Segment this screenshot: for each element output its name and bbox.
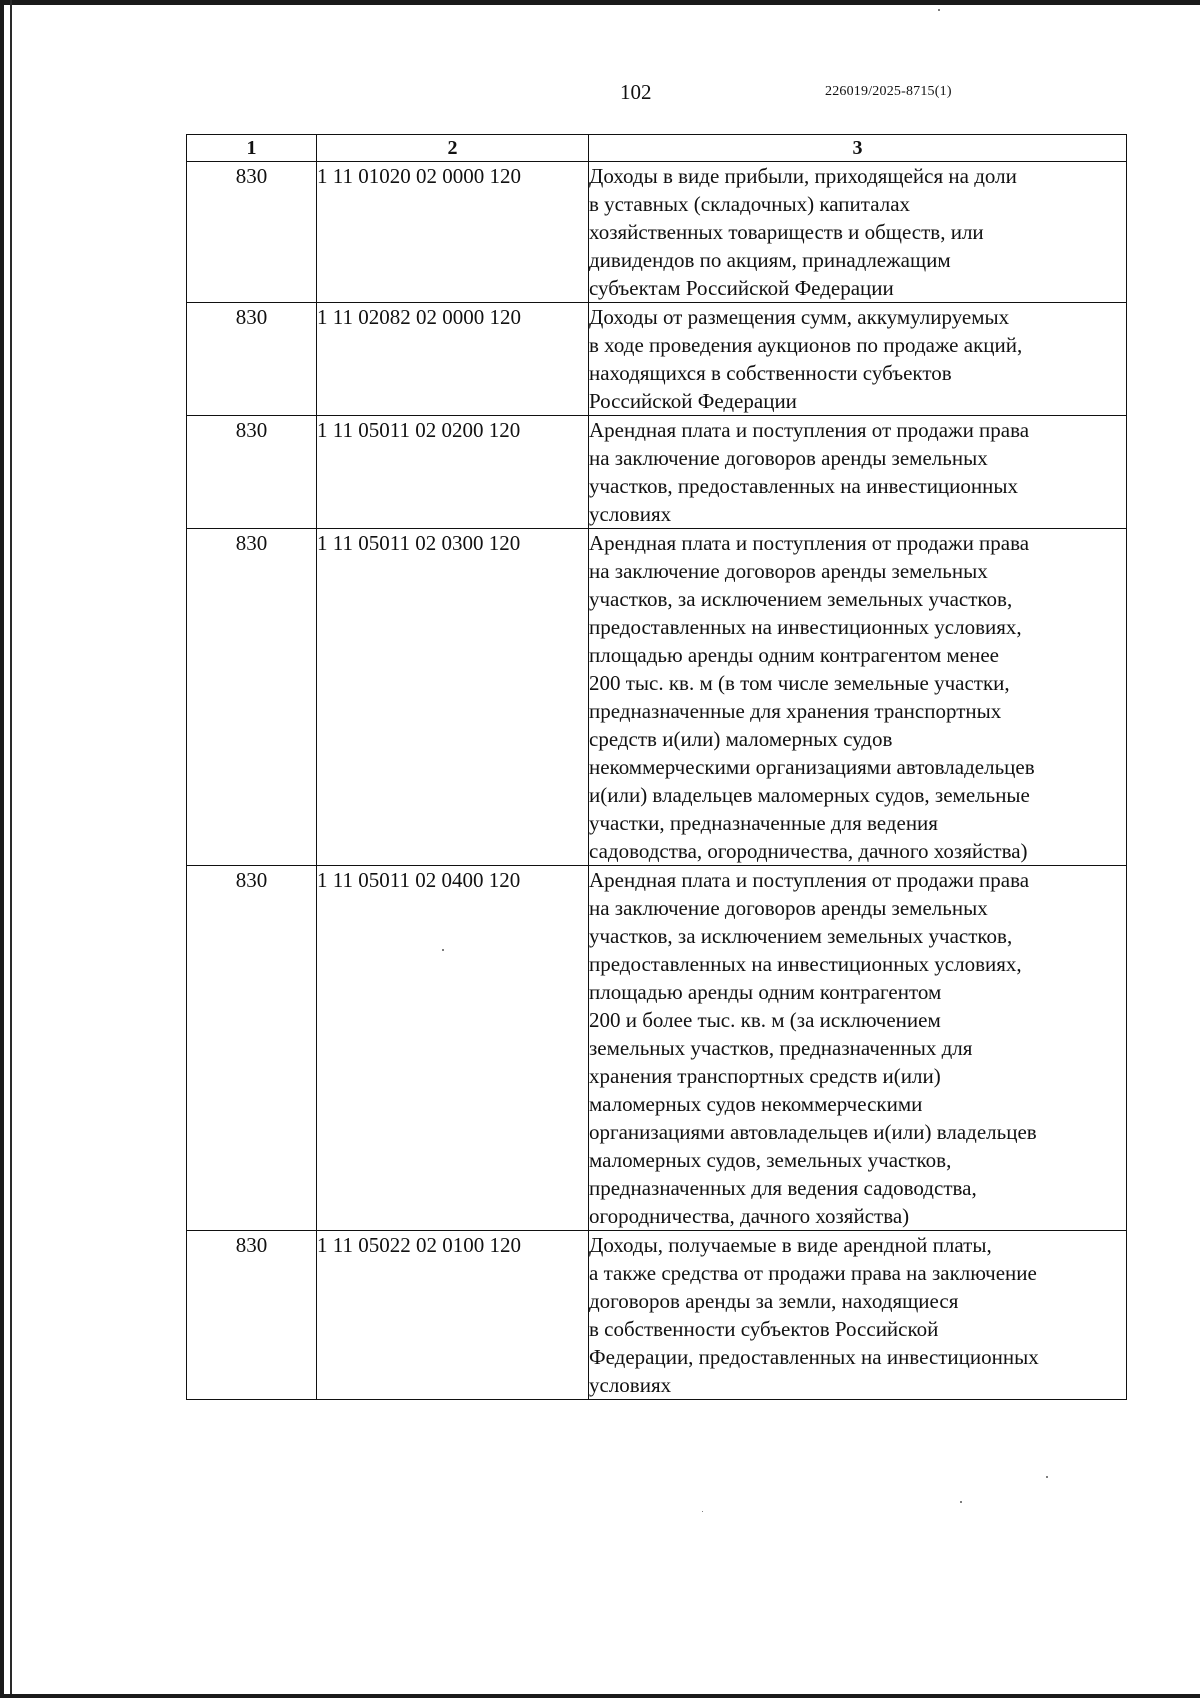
description-line: Доходы в виде прибыли, приходящейся на доли — [589, 164, 1017, 188]
description-line: условиях — [589, 502, 672, 526]
description-line: договоров аренды за земли, находящиеся — [589, 1289, 959, 1313]
column-header-1: 1 — [187, 135, 317, 162]
description-line: хранения транспортных средств и(или) — [589, 1064, 941, 1088]
description-line: 200 тыс. кв. м (в том числе земельные участки, — [589, 671, 1010, 695]
description-line: маломерных судов, земельных участков, — [589, 1148, 952, 1172]
description-cell — [589, 529, 1127, 866]
kbk-code-cell: 1 11 05022 02 0100 120 — [317, 1231, 589, 1400]
admin-code-cell: 830 — [187, 303, 317, 416]
description-line: в уставных (складочных) капиталах — [589, 192, 911, 216]
description-line: на заключение договоров аренды земельных — [589, 559, 988, 583]
description-line: земельных участков, предназначенных для — [589, 1036, 973, 1060]
column-header-3: 3 — [589, 135, 1127, 162]
description-line: Российской Федерации — [589, 389, 797, 413]
scan-speck — [1046, 1476, 1048, 1478]
description-line: 200 и более тыс. кв. м (за исключением — [589, 1008, 941, 1032]
description-line: площадью аренды одним контрагентом — [589, 980, 942, 1004]
table-row — [187, 1231, 1127, 1400]
description-line: предоставленных на инвестиционных условиях, — [589, 615, 1022, 639]
description-cell — [589, 866, 1127, 1231]
description-line: в ходе проведения аукционов по продаже акций, — [589, 333, 1023, 357]
description-cell — [589, 303, 1127, 416]
column-header-2: 2 — [317, 135, 589, 162]
kbk-code-cell: 1 11 05011 02 0300 120 — [317, 529, 589, 866]
description-line: дивидендов по акциям, принадлежащим — [589, 248, 951, 272]
description-line: Доходы от размещения сумм, аккумулируемых — [589, 305, 1010, 329]
document-id: 226019/2025-8715(1) — [825, 84, 952, 99]
admin-code-cell: 830 — [187, 1231, 317, 1400]
description-line: маломерных судов некоммерческими — [589, 1092, 923, 1116]
table-row — [187, 529, 1127, 866]
description-line: огородничества, дачного хозяйства) — [589, 1204, 910, 1228]
description-cell — [589, 416, 1127, 529]
kbk-code-cell: 1 11 01020 02 0000 120 — [317, 162, 589, 303]
scan-border-left-inner — [10, 0, 12, 1698]
page-number: 102 — [620, 80, 652, 104]
description-line: площадью аренды одним контрагентом менее — [589, 643, 999, 667]
description-line: условиях — [589, 1373, 672, 1397]
scan-border-left — [0, 0, 4, 1698]
description-line: субъектам Российской Федерации — [589, 276, 894, 300]
description-line: находящихся в собственности субъектов — [589, 361, 952, 385]
admin-code-cell: 830 — [187, 416, 317, 529]
description-line: Арендная плата и поступления от продажи права — [589, 868, 1030, 892]
admin-code-cell: 830 — [187, 529, 317, 866]
description-line: на заключение договоров аренды земельных — [589, 896, 988, 920]
admin-code-cell: 830 — [187, 866, 317, 1231]
kbk-code-cell: 1 11 02082 02 0000 120 — [317, 303, 589, 416]
description-line: садоводства, огородничества, дачного хозяйства) — [589, 839, 1028, 863]
description-line: участков, за исключением земельных участков, — [589, 924, 1013, 948]
scan-speck — [702, 1511, 703, 1512]
kbk-code-cell: 1 11 05011 02 0200 120 — [317, 416, 589, 529]
table-row — [187, 866, 1127, 1231]
description-line: предназначенные для хранения транспортных — [589, 699, 1002, 723]
description-line: предназначенных для ведения садоводства, — [589, 1176, 977, 1200]
description-line: в собственности субъектов Российской — [589, 1317, 939, 1341]
admin-code-cell: 830 — [187, 162, 317, 303]
kbk-code-cell: 1 11 05011 02 0400 120 — [317, 866, 589, 1231]
description-line: Доходы, получаемые в виде арендной платы, — [589, 1233, 992, 1257]
table-row — [187, 416, 1127, 529]
description-line: средств и(или) маломерных судов — [589, 727, 893, 751]
description-line: Арендная плата и поступления от продажи права — [589, 531, 1030, 555]
description-line: участков, предоставленных на инвестиционных — [589, 474, 1018, 498]
description-line: предоставленных на инвестиционных условиях, — [589, 952, 1022, 976]
revenue-codes-table — [186, 134, 1127, 1400]
table-row — [187, 303, 1127, 416]
description-line: организациями автовладельцев и(или) владельцев — [589, 1120, 1037, 1144]
scan-border-top — [0, 0, 1200, 5]
description-line: Арендная плата и поступления от продажи права — [589, 418, 1030, 442]
description-cell — [589, 162, 1127, 303]
description-line: а также средства от продажи права на заключение — [589, 1261, 1037, 1285]
description-line: участки, предназначенные для ведения — [589, 811, 938, 835]
description-line: на заключение договоров аренды земельных — [589, 446, 988, 470]
description-line: участков, за исключением земельных участков, — [589, 587, 1013, 611]
scan-speck — [938, 9, 940, 11]
table-header-row — [187, 135, 1127, 162]
scan-border-bottom — [0, 1694, 1200, 1698]
scan-speck — [960, 1501, 962, 1503]
description-line: некоммерческими организациями автовладельцев — [589, 755, 1035, 779]
description-line: хозяйственных товариществ и обществ, или — [589, 220, 984, 244]
table-body — [187, 162, 1127, 1400]
description-line: Федерации, предоставленных на инвестиционных — [589, 1345, 1039, 1369]
table-row — [187, 162, 1127, 303]
description-line: и(или) владельцев маломерных судов, земельные — [589, 783, 1030, 807]
description-cell — [589, 1231, 1127, 1400]
